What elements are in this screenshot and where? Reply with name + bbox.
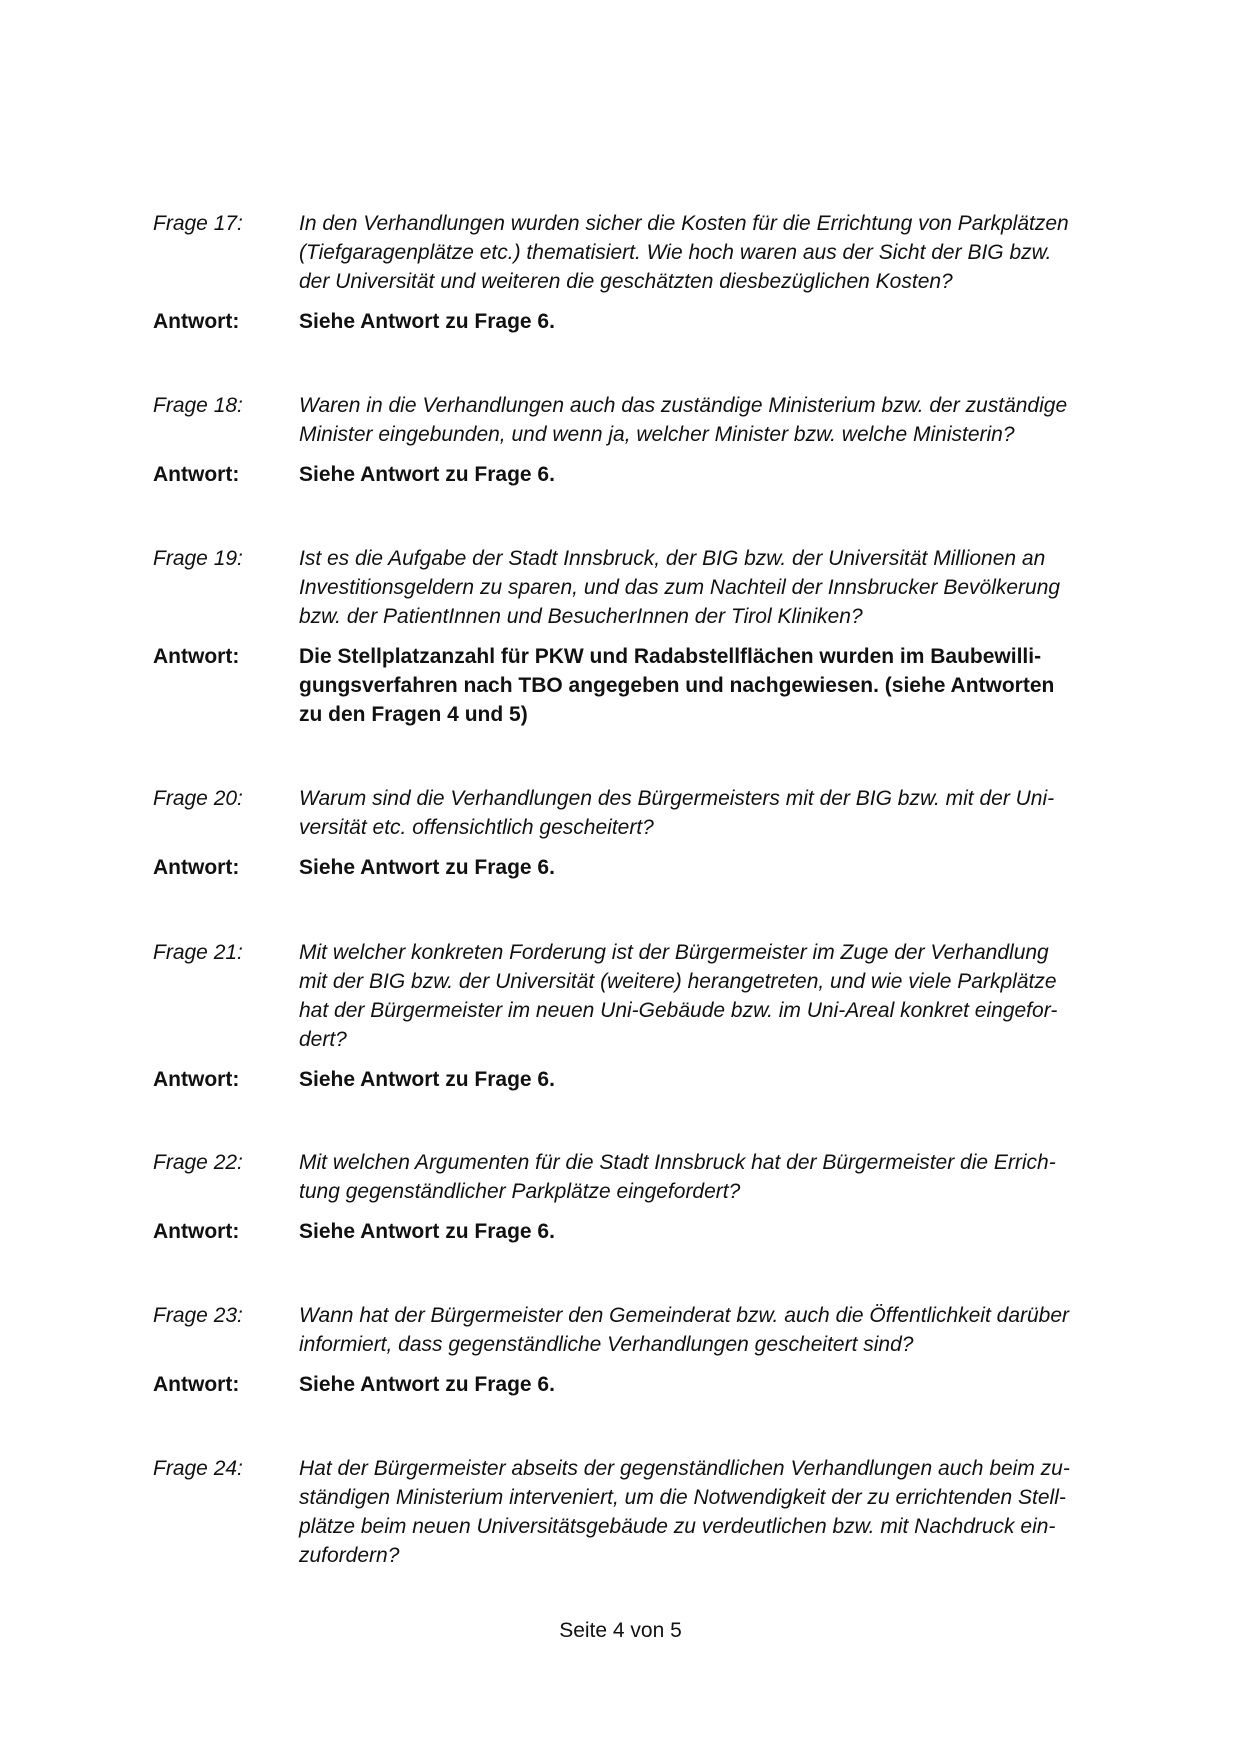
question-text <box>299 1148 1133 1206</box>
question-20 <box>153 784 1133 842</box>
question-label: Frage 23: <box>153 1304 243 1327</box>
question-label: Frage 24: <box>153 1457 243 1480</box>
qa-block-23 <box>153 1301 1133 1399</box>
question-21 <box>153 938 1133 1054</box>
answer-text <box>299 1370 1133 1399</box>
qa-block-19 <box>153 544 1133 729</box>
question-18 <box>153 391 1133 449</box>
question-text <box>299 209 1133 296</box>
question-line: informiert, dass gegenständliche Verhandlungen gescheitert sind? <box>299 1333 914 1356</box>
page-number: Seite 4 von 5 <box>559 1619 682 1642</box>
question-line: zufordern? <box>299 1544 400 1567</box>
qa-block-24 <box>153 1454 1133 1570</box>
answer-label: Antwort: <box>153 463 240 486</box>
answer-label: Antwort: <box>153 310 240 333</box>
question-line: In den Verhandlungen wurden sicher die Kosten für die Errichtung von Parkplätzen <box>299 212 1069 235</box>
question-line: bzw. der PatientInnen und BesucherInnen der Tirol Kliniken? <box>299 605 863 628</box>
question-label: Frage 18: <box>153 394 243 417</box>
question-text <box>299 544 1133 631</box>
question-line: Warum sind die Verhandlungen des Bürgermeisters mit der BIG bzw. mit der Uni- <box>299 787 1055 810</box>
question-line: plätze beim neuen Universitätsgebäude zu verdeutlichen bzw. mit Nachdruck ein- <box>299 1515 1056 1538</box>
answer-label: Antwort: <box>153 1068 240 1091</box>
answer-text <box>299 853 1133 882</box>
question-line: mit der BIG bzw. der Universität (weitere) herangetreten, und wie viele Parkplätze <box>299 970 1057 993</box>
question-line: der Universität und weiteren die geschätzten diesbezüglichen Kosten? <box>299 270 953 293</box>
question-line: ständigen Ministerium interveniert, um die Notwendigkeit der zu errichtenden Stell- <box>299 1486 1066 1509</box>
question-line: versität etc. offensichtlich gescheitert? <box>299 816 654 839</box>
answer-17 <box>153 307 1133 336</box>
answer-21 <box>153 1065 1133 1094</box>
qa-block-18 <box>153 391 1133 489</box>
qa-block-22 <box>153 1148 1133 1246</box>
question-text <box>299 784 1133 842</box>
answer-19 <box>153 642 1133 729</box>
question-line: Ist es die Aufgabe der Stadt Innsbruck, der BIG bzw. der Universität Millionen an <box>299 547 1046 570</box>
question-line: Hat der Bürgermeister abseits der gegenständlichen Verhandlungen auch beim zu- <box>299 1457 1070 1480</box>
answer-line: Siehe Antwort zu Frage 6. <box>299 856 555 879</box>
answer-line: Siehe Antwort zu Frage 6. <box>299 1373 555 1396</box>
question-line: Waren in die Verhandlungen auch das zuständige Ministerium bzw. der zuständige <box>299 394 1068 417</box>
answer-text <box>299 1217 1133 1246</box>
question-23 <box>153 1301 1133 1359</box>
question-line: Investitionsgeldern zu sparen, und das zum Nachteil der Innsbrucker Bevölkerung <box>299 576 1061 599</box>
answer-text <box>299 460 1133 489</box>
answer-label: Antwort: <box>153 856 240 879</box>
qa-block-20 <box>153 784 1133 882</box>
question-label: Frage 21: <box>153 941 243 964</box>
answer-20 <box>153 853 1133 882</box>
question-19 <box>153 544 1133 631</box>
question-label: Frage 19: <box>153 547 243 570</box>
question-label: Frage 22: <box>153 1151 243 1174</box>
question-24 <box>153 1454 1133 1570</box>
answer-line: Siehe Antwort zu Frage 6. <box>299 310 555 333</box>
qa-block-21 <box>153 938 1133 1094</box>
qa-block-17 <box>153 209 1133 336</box>
answer-line: gungsverfahren nach TBO angegeben und nachgewiesen. (siehe Antworten <box>299 674 1055 697</box>
answer-line: Siehe Antwort zu Frage 6. <box>299 1068 555 1091</box>
answer-label: Antwort: <box>153 1220 240 1243</box>
answer-text <box>299 1065 1133 1094</box>
question-line: Wann hat der Bürgermeister den Gemeinderat bzw. auch die Öffentlichkeit darüber <box>299 1304 1070 1327</box>
answer-line: Siehe Antwort zu Frage 6. <box>299 463 555 486</box>
question-line: Minister eingebunden, und wenn ja, welcher Minister bzw. welche Ministerin? <box>299 423 1015 446</box>
question-22 <box>153 1148 1133 1206</box>
answer-label: Antwort: <box>153 645 240 668</box>
question-line: hat der Bürgermeister im neuen Uni-Gebäude bzw. im Uni-Areal konkret eingefor- <box>299 999 1058 1022</box>
answer-line: Siehe Antwort zu Frage 6. <box>299 1220 555 1243</box>
answer-label: Antwort: <box>153 1373 240 1396</box>
question-line: Mit welcher konkreten Forderung ist der Bürgermeister im Zuge der Verhandlung <box>299 941 1049 964</box>
question-label: Frage 20: <box>153 787 243 810</box>
answer-text <box>299 307 1133 336</box>
answer-18 <box>153 460 1133 489</box>
question-line: tung gegenständlicher Parkplätze eingefordert? <box>299 1180 741 1203</box>
question-text <box>299 938 1133 1054</box>
question-label: Frage 17: <box>153 212 243 235</box>
question-line: dert? <box>299 1028 347 1051</box>
question-text <box>299 1454 1133 1570</box>
question-line: Mit welchen Argumenten für die Stadt Innsbruck hat der Bürgermeister die Errich- <box>299 1151 1056 1174</box>
answer-22 <box>153 1217 1133 1246</box>
question-line: (Tiefgaragenplätze etc.) thematisiert. Wie hoch waren aus der Sicht der BIG bzw. <box>299 241 1052 264</box>
question-text <box>299 391 1133 449</box>
answer-text <box>299 642 1133 729</box>
answer-line: Die Stellplatzanzahl für PKW und Radabstellflächen wurden im Baubewilli- <box>299 645 1042 668</box>
answer-23 <box>153 1370 1133 1399</box>
question-17 <box>153 209 1133 296</box>
answer-line: zu den Fragen 4 und 5) <box>299 703 528 726</box>
question-text <box>299 1301 1133 1359</box>
